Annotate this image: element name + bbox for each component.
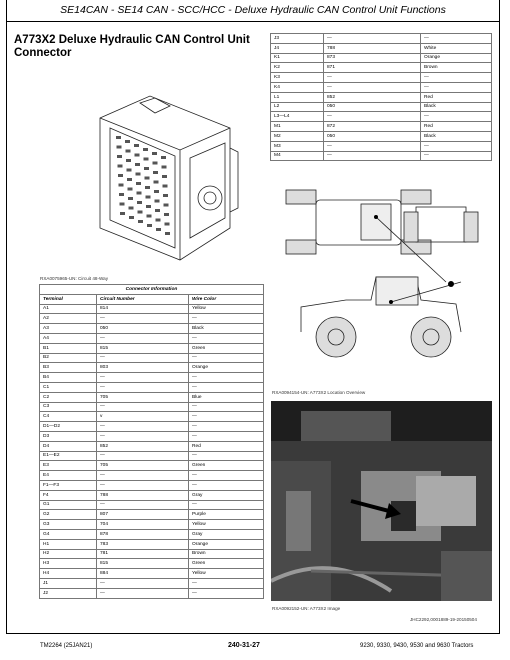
pin-icon — [128, 188, 133, 191]
circuit-cell: — — [97, 382, 189, 392]
terminal-cell: C2 — [40, 392, 97, 402]
wire-color-cell: — — [189, 578, 264, 588]
wire-color-cell: Black — [421, 102, 492, 112]
terminal-cell: E3 — [40, 461, 97, 471]
terminal-cell: L1 — [271, 92, 324, 102]
terminal-cell: H1 — [40, 539, 97, 549]
circuit-cell: 884 — [97, 569, 189, 579]
terminal-cell: E1—E2 — [40, 451, 97, 461]
wire-color-cell: Purple — [189, 510, 264, 520]
pin-icon — [117, 146, 122, 149]
table-row — [271, 34, 492, 44]
image-caption: RXA0092152-UN: A773X2 Image — [272, 606, 341, 611]
terminal-cell: M4 — [271, 151, 324, 161]
table-row — [40, 304, 264, 314]
pin-icon — [117, 155, 122, 158]
circuit-cell: — — [324, 141, 421, 151]
terminal-cell: H3 — [40, 559, 97, 569]
footer-left: TM2264 (25JAN21) — [40, 643, 93, 649]
pin-icon — [116, 136, 121, 139]
table-row — [40, 333, 264, 343]
terminal-cell: C4 — [40, 412, 97, 422]
circuit-cell: — — [97, 431, 189, 441]
circuit-cell: 872 — [324, 122, 421, 132]
pin-icon — [146, 205, 151, 208]
col-circuit: Circuit Number — [97, 294, 189, 304]
wire-color-cell: — — [189, 353, 264, 363]
connector-caption: RXA0075965-UN: Circuit 48-Way — [40, 276, 108, 281]
circuit-cell: 788 — [324, 43, 421, 53]
circuit-cell: 705 — [97, 392, 189, 402]
table2-body — [271, 34, 492, 161]
table-row — [40, 373, 264, 383]
circuit-cell: 803 — [97, 363, 189, 373]
table-row — [40, 441, 264, 451]
wire-color-cell: — — [189, 471, 264, 481]
wire-color-cell: Black — [421, 131, 492, 141]
terminal-cell: A4 — [40, 333, 97, 343]
circuit-cell: — — [97, 373, 189, 383]
pin-icon — [143, 148, 148, 151]
wire-color-cell: Red — [189, 441, 264, 451]
wire-color-cell: Red — [421, 122, 492, 132]
wire-color-cell: White — [421, 43, 492, 53]
circuit-cell: 781 — [97, 549, 189, 559]
col-terminal: Terminal — [40, 294, 97, 304]
table-row — [40, 529, 264, 539]
terminal-cell: L3—L4 — [271, 112, 324, 122]
pin-icon — [154, 190, 159, 193]
wire-color-cell: Green — [189, 559, 264, 569]
pin-icon — [146, 196, 151, 199]
terminal-cell: D1—D2 — [40, 422, 97, 432]
wire-color-cell: — — [421, 34, 492, 44]
circuit-cell: — — [324, 73, 421, 83]
wire-color-cell: Gray — [189, 529, 264, 539]
terminal-cell: H2 — [40, 549, 97, 559]
wire-color-cell: — — [421, 82, 492, 92]
table-row — [40, 588, 264, 598]
terminal-cell: A2 — [40, 314, 97, 324]
circuit-cell: 050 — [324, 131, 421, 141]
circuit-cell: 050 — [97, 324, 189, 334]
terminal-cell: K2 — [271, 63, 324, 73]
wire-color-cell: — — [189, 451, 264, 461]
wire-color-cell: — — [189, 402, 264, 412]
pin-icon — [134, 144, 139, 147]
image-code: JHC2292,0001889-19-20150504 — [410, 617, 477, 622]
terminal-cell: G1 — [40, 500, 97, 510]
table-row — [271, 102, 492, 112]
circuit-cell: — — [324, 34, 421, 44]
wire-color-cell: Brown — [189, 549, 264, 559]
terminal-cell: J2 — [40, 588, 97, 598]
wire-color-cell: — — [421, 112, 492, 122]
section-title: A773X2 Deluxe Hydraulic CAN Control Unit Connector — [14, 34, 250, 59]
terminal-cell: M3 — [271, 141, 324, 151]
circuit-cell: — — [97, 333, 189, 343]
wire-color-cell: — — [189, 314, 264, 324]
table-row — [40, 490, 264, 500]
pin-icon — [135, 154, 140, 157]
circuit-cell: 783 — [97, 539, 189, 549]
circuit-cell: — — [97, 471, 189, 481]
wire-color-cell: — — [189, 588, 264, 598]
table-row — [271, 53, 492, 63]
pin-icon — [156, 219, 161, 222]
terminal-cell: A3 — [40, 324, 97, 334]
wire-color-cell: — — [421, 73, 492, 83]
terminal-cell: J4 — [271, 43, 324, 53]
terminal-cell: K3 — [271, 73, 324, 83]
circuit-cell: v — [97, 412, 189, 422]
pin-icon — [163, 185, 168, 188]
pin-icon — [120, 203, 125, 206]
wire-color-cell: — — [189, 422, 264, 432]
terminal-cell: B2 — [40, 353, 97, 363]
table-row — [271, 63, 492, 73]
circuit-cell: 788 — [97, 490, 189, 500]
table-row — [40, 382, 264, 392]
pin-icon — [153, 171, 158, 174]
terminal-cell: F4 — [40, 490, 97, 500]
table1-body — [40, 304, 264, 598]
pin-icon — [153, 162, 158, 165]
circuit-cell: 852 — [97, 441, 189, 451]
circuit-cell: 815 — [97, 343, 189, 353]
terminal-cell: G4 — [40, 529, 97, 539]
table-row — [40, 412, 264, 422]
terminal-cell: D3 — [40, 431, 97, 441]
pin-icon — [155, 200, 160, 203]
pin-icon — [127, 178, 132, 181]
connector-photo — [271, 401, 492, 601]
wire-color-cell: Blue — [189, 392, 264, 402]
wire-color-cell: Orange — [189, 539, 264, 549]
connector-info-table — [39, 284, 264, 599]
table-row — [40, 510, 264, 520]
terminal-cell: A1 — [40, 304, 97, 314]
terminal-cell: L2 — [271, 102, 324, 112]
table-row — [40, 314, 264, 324]
footer-page-number: 240-31-27 — [228, 642, 260, 649]
table-row — [40, 392, 264, 402]
wire-color-cell: — — [189, 382, 264, 392]
circuit-cell: 050 — [324, 102, 421, 112]
page-header: SE14CAN - SE14 CAN - SCC/HCC - Deluxe Hydraulic CAN Control Unit Functions — [6, 0, 500, 22]
circuit-cell: — — [324, 112, 421, 122]
table-row — [40, 461, 264, 471]
terminal-cell: M1 — [271, 122, 324, 132]
location-marker-icon — [448, 281, 454, 287]
table-row — [40, 422, 264, 432]
table-row — [271, 82, 492, 92]
pin-icon — [164, 213, 169, 216]
circuit-cell: 815 — [97, 559, 189, 569]
wire-color-cell: — — [189, 500, 264, 510]
table-row — [271, 151, 492, 161]
terminal-cell: C3 — [40, 402, 97, 412]
table-row — [40, 353, 264, 363]
pin-icon — [120, 212, 125, 215]
wire-color-cell: Yellow — [189, 304, 264, 314]
wire-color-cell: Green — [189, 461, 264, 471]
table-row — [40, 324, 264, 334]
pin-icon — [119, 193, 124, 196]
circuit-cell: — — [97, 480, 189, 490]
pin-icon — [129, 207, 134, 210]
pin-icon — [162, 166, 167, 169]
circuit-cell: 704 — [97, 520, 189, 530]
pin-icon — [137, 192, 142, 195]
pin-icon — [138, 211, 143, 214]
table-row — [40, 402, 264, 412]
pin-icon — [135, 163, 140, 166]
circuit-cell: 807 — [97, 510, 189, 520]
table-row — [40, 480, 264, 490]
pin-icon — [126, 150, 131, 153]
terminal-cell: J1 — [40, 578, 97, 588]
pin-icon — [163, 194, 168, 197]
circuit-cell: — — [97, 451, 189, 461]
circuit-cell: 852 — [324, 92, 421, 102]
connector-info-table-continued — [270, 33, 492, 161]
circuit-cell: — — [97, 422, 189, 432]
circuit-cell: — — [324, 151, 421, 161]
wire-color-cell: — — [421, 151, 492, 161]
table-row — [271, 43, 492, 53]
pin-icon — [144, 167, 149, 170]
table-title: Connector Information — [40, 285, 264, 295]
wire-color-cell: Orange — [189, 363, 264, 373]
pin-icon — [136, 173, 141, 176]
pin-icon — [126, 159, 131, 162]
wire-color-cell: — — [189, 373, 264, 383]
wire-color-cell: Black — [189, 324, 264, 334]
table-row — [40, 343, 264, 353]
terminal-cell: K4 — [271, 82, 324, 92]
pin-icon — [162, 175, 167, 178]
table-row — [40, 500, 264, 510]
circuit-cell: 705 — [97, 461, 189, 471]
pin-icon — [119, 184, 124, 187]
circuit-cell: — — [97, 578, 189, 588]
table-row — [40, 559, 264, 569]
terminal-cell: E4 — [40, 471, 97, 481]
pin-icon — [128, 197, 133, 200]
wire-color-cell: — — [189, 412, 264, 422]
pin-icon — [165, 223, 170, 226]
table-row — [271, 73, 492, 83]
circuit-cell: — — [97, 353, 189, 363]
pin-icon — [129, 216, 134, 219]
terminal-cell: J3 — [271, 34, 324, 44]
pin-icon — [145, 177, 150, 180]
connector-pins — [116, 136, 170, 235]
terminal-cell: D4 — [40, 441, 97, 451]
circuit-cell: 873 — [324, 53, 421, 63]
terminal-cell: B3 — [40, 363, 97, 373]
pin-icon — [137, 201, 142, 204]
pin-icon — [118, 165, 123, 168]
table-row — [40, 578, 264, 588]
circuit-cell: — — [97, 500, 189, 510]
pin-icon — [154, 181, 159, 184]
pin-icon — [147, 224, 152, 227]
circuit-cell: — — [97, 402, 189, 412]
table-row — [271, 131, 492, 141]
pin-icon — [164, 204, 169, 207]
pin-icon — [147, 215, 152, 218]
table-row — [40, 363, 264, 373]
connector-illustration — [80, 88, 245, 268]
wire-color-cell: Yellow — [189, 520, 264, 530]
wire-color-cell: Red — [421, 92, 492, 102]
location-caption: RXA0094154-UN: A773X2 Location Overview — [272, 390, 366, 395]
pin-icon — [145, 186, 150, 189]
wire-color-cell: Green — [189, 343, 264, 353]
wire-color-cell: — — [189, 480, 264, 490]
table-row — [40, 539, 264, 549]
tractor-location-illustration — [276, 182, 491, 382]
circuit-cell: 814 — [97, 304, 189, 314]
table-row — [40, 451, 264, 461]
pin-icon — [125, 140, 130, 143]
pin-icon — [165, 232, 170, 235]
pin-icon — [155, 209, 160, 212]
table-row — [40, 471, 264, 481]
pin-icon — [127, 169, 132, 172]
terminal-cell: M2 — [271, 131, 324, 141]
pin-icon — [156, 228, 161, 231]
circuit-cell: — — [97, 314, 189, 324]
wire-color-cell: Orange — [421, 53, 492, 63]
terminal-cell: G3 — [40, 520, 97, 530]
table-row — [271, 122, 492, 132]
pin-icon — [118, 174, 123, 177]
terminal-cell: C1 — [40, 382, 97, 392]
table-row — [40, 549, 264, 559]
circuit-cell: 878 — [97, 529, 189, 539]
circuit-cell: 871 — [324, 63, 421, 73]
table-row — [271, 92, 492, 102]
table-row — [40, 431, 264, 441]
wire-color-cell: Yellow — [189, 569, 264, 579]
terminal-cell: K1 — [271, 53, 324, 63]
terminal-cell: G2 — [40, 510, 97, 520]
pin-icon — [136, 182, 141, 185]
terminal-cell: F1—F3 — [40, 480, 97, 490]
pin-icon — [138, 220, 143, 223]
wire-color-cell: Brown — [421, 63, 492, 73]
table-row — [271, 112, 492, 122]
table-row — [40, 520, 264, 530]
table-row — [271, 141, 492, 151]
wire-color-cell: — — [189, 333, 264, 343]
pin-icon — [161, 156, 166, 159]
pin-icon — [152, 152, 157, 155]
wire-color-cell: Gray — [189, 490, 264, 500]
terminal-cell: H4 — [40, 569, 97, 579]
table-row — [40, 569, 264, 579]
wire-color-cell: — — [421, 141, 492, 151]
terminal-cell: B4 — [40, 373, 97, 383]
pin-icon — [144, 158, 149, 161]
circuit-cell: — — [324, 82, 421, 92]
col-wire-color: Wire Color — [189, 294, 264, 304]
wire-color-cell: — — [189, 431, 264, 441]
circuit-cell: — — [97, 588, 189, 598]
footer-right: 9230, 9330, 9430, 9530 and 9630 Tractors — [360, 643, 474, 649]
terminal-cell: B1 — [40, 343, 97, 353]
